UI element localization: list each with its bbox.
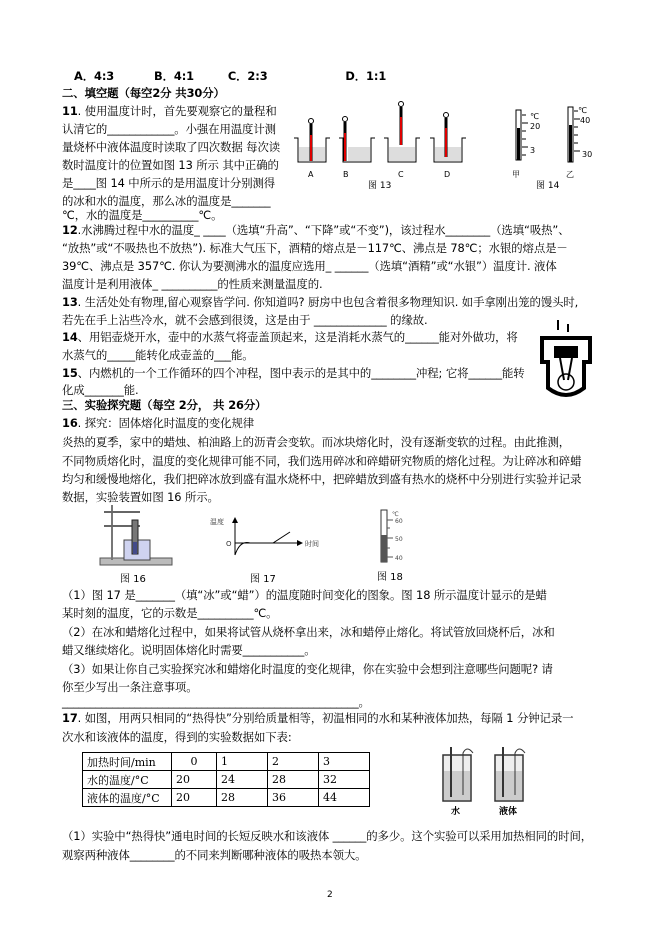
question-text: 温度计是利用液体_ __________的性质来测量温度的. [62, 277, 323, 291]
table-cell: 28 [217, 789, 268, 807]
question-text: . 生活处处有物理,留心观察皆学问. 你知道吗? 厨房中也包含着很多物理知识. 如手拿刚出笼的馒头时, [77, 295, 579, 309]
figure-13-caption: 图 13 [368, 181, 392, 191]
figure-13-14 [290, 95, 593, 195]
label-d: D [444, 170, 451, 179]
table-cell: 3 [319, 753, 370, 771]
question-number: 14 [62, 330, 78, 344]
table-cell: 2 [268, 753, 319, 771]
question-text: . 使用温度计时，首先要观察它的量程和 [77, 104, 277, 118]
beaker-c [384, 102, 420, 163]
figure-13-thermometer-beakers [294, 102, 466, 192]
table-cell: 20 [172, 771, 217, 789]
sub-question: 观察两种液体________的不同来判断哪种液体的吸热本领大。 [62, 848, 367, 862]
question-text: 化成_______能. [62, 383, 139, 397]
table-cell: 28 [268, 771, 319, 789]
table-cell: 44 [319, 789, 370, 807]
question-text: . 探究：固体熔化时温度的变化规律 [77, 416, 255, 430]
sub-question: （3）如果让你自己实验探究冰和蜡熔化时温度的变化规律，你在实验中会想到注意哪些问题呢? 请 [62, 662, 553, 676]
question-text: 、用铝壶烧开水，壶中的水蒸气将壶盖顶起来，这是消耗水蒸气的______能对外做功，将 [77, 330, 518, 344]
tick-label: 40 [395, 555, 403, 562]
x-axis-label: 时间 [305, 540, 319, 548]
section-heading-experiment: 三、实验探究题（每空 2分， 共 26分） [62, 398, 267, 412]
question-text: 次水和该液体的温度，得到的实验数据如下表: [62, 730, 292, 744]
tick-label: 40 [580, 116, 591, 125]
table-cell: 24 [217, 771, 268, 789]
question-text: 均匀和缓慢地熔化，我们把碎冰放到盛有温水烧杯中，把碎蜡放到盛有热水的烧杯中分别进行实验并记录 [62, 472, 582, 486]
water-beaker [443, 747, 473, 801]
table-cell: 水的温度/°C [83, 771, 172, 789]
question-text: 量烧杯中液体温度时读取了四次数据 每次读 [62, 140, 281, 154]
question-text: .水沸腾过程中水的温度_ ____（选填“升高”、“下降”或“不变”)，该过程水________（选填“吸热”、 [77, 223, 570, 237]
question-text: 数时温度计的位置如图 13 所示 其中正确的 [62, 158, 279, 172]
sub-question: 你至少写出一条注意事项。 [62, 680, 198, 694]
figure-16-apparatus [100, 505, 172, 565]
question-text: “放热”或“不吸热也不放热”). 标准大气压下，酒精的熔点是－117℃、沸点是 78℃；水银的熔点是－ [62, 241, 568, 255]
sub-question: （1）实验中“热得快”通电时间的长短反映水和该液体 ______的多少。这个实验可以采用加热相同的时间， [62, 829, 593, 843]
unit-label: ℃ [530, 112, 539, 121]
answer-options [74, 68, 386, 84]
beaker-a [294, 119, 330, 163]
table-cell: 20 [172, 789, 217, 807]
table-row [83, 753, 370, 771]
question-number: 15 [62, 366, 78, 380]
table-cell: 1 [217, 753, 268, 771]
table-cell: 液体的温度/°C [83, 789, 172, 807]
unit-label: ℃ [578, 106, 587, 115]
beaker-b [339, 117, 375, 163]
table-cell: 36 [268, 789, 319, 807]
sub-question: 蜡又继续熔化。说明固体熔化时需要___________。 [62, 643, 316, 657]
question-text: 是____图 14 中所示的是用温度计分别测得 [62, 176, 276, 190]
table-row [83, 771, 370, 789]
option-d: D．1:1 [345, 69, 387, 83]
question-number: 13 [62, 295, 78, 309]
question-text: ℃，水的温度是__________℃。 [62, 208, 223, 222]
figure-14-caption: 图 14 [536, 181, 560, 191]
question-text: 、内燃机的一个工作循环的四个冲程，图中表示的是其中的________冲程; 它将______能转 [77, 366, 525, 380]
option-a: A．4:3 [74, 69, 115, 83]
data-table [82, 752, 370, 807]
label-jia: 甲 [512, 170, 520, 179]
beaker-d [430, 113, 466, 163]
section-heading-fill-in: 二、填空题（每空2分 共30分） [62, 86, 225, 100]
unit-label: ℃ [392, 511, 399, 518]
question-text: 认清它的____________。小强在用温度计测 [62, 122, 276, 136]
question-number: 11 [62, 104, 78, 118]
label-c: C [398, 170, 404, 179]
y-axis-label: 温度 [210, 518, 224, 526]
option-b: B．4:1 [154, 69, 194, 83]
figures-16-17-18 [90, 500, 430, 585]
question-number: 16 [62, 416, 78, 430]
question-text: 水蒸气的_____能转化成壶盖的___能。 [62, 348, 254, 362]
label-b: B [343, 170, 349, 179]
table-cell: 0 [172, 753, 217, 771]
figure-17-caption: 图 17 [250, 574, 276, 585]
answer-blank-line: _____________________________________________________。 [62, 695, 370, 709]
tick-label: 3 [530, 146, 536, 155]
question-number: 17 [62, 711, 78, 725]
sub-question: （2）在冰和蜡熔化过程中，如果将试管从烧杯拿出来，冰和蜡停止熔化。将试管放回烧杯后，冰和 [62, 625, 555, 639]
tick-label: 60 [395, 518, 403, 525]
question-text: 的冰和水的温度，那么冰的温度是_______ [62, 194, 271, 208]
question-text: 数据，实验装置如图 16 所示。 [62, 490, 219, 504]
tick-label: 20 [530, 122, 541, 131]
page-number: 2 [327, 890, 333, 900]
label-a: A [308, 170, 314, 179]
figure-16-caption: 图 16 [120, 574, 146, 585]
question-text: 炎热的夏季，家中的蜡烛、柏油路上的沥青会变软。而冰块熔化时，没有逐渐变软的过程。由此推测， [62, 435, 571, 449]
engine-cylinder-figure [538, 318, 594, 400]
question-text: 39℃、沸点是 357℃. 你认为要测沸水的温度应选用_ ______（选填“酒精”或“水银”）温度计. 液体 [62, 259, 557, 273]
table-cell: 加热时间/min [83, 753, 172, 771]
figure-14-thermometers [512, 106, 592, 191]
water-label: 水 [451, 807, 461, 817]
figure-17-graph [210, 517, 319, 555]
figure-18-caption: 图 18 [377, 572, 403, 583]
table-cell: 32 [319, 771, 370, 789]
liquid-label: 液体 [499, 807, 518, 817]
question-text: 若先在手上沾些冷水，就不会感到很烫，这是由于 _____________ 的缘故. [62, 313, 428, 327]
table-row [83, 789, 370, 807]
question-number: 12 [62, 223, 78, 237]
label-yi: 乙 [566, 170, 574, 179]
tick-label: 30 [582, 150, 593, 159]
tick-label: 50 [395, 536, 403, 543]
sub-question: （1）图 17 是_______（填“冰”或“蜡”）的温度随时间变化的图象。图 18 所示温度计显示的是蜡 [62, 588, 547, 602]
question-text: 不同物质熔化时，温度的变化规律可能不同，我们选用碎冰和碎蜡研究物质的熔化过程。为让碎冰和碎蜡 [62, 454, 582, 468]
sub-question: 某时刻的温度，它的示数是__________℃。 [62, 606, 278, 620]
question-text: . 如图，用两只相同的“热得快”分别给质量相等，初温相同的水和某种液体加热，每隔 1 分钟记录一 [77, 711, 574, 725]
option-c: C．2:3 [227, 69, 268, 83]
liquid-beaker [495, 747, 525, 801]
figure-18-thermometer [381, 510, 403, 562]
origin-label: O [226, 540, 232, 548]
heating-beakers-figure [435, 745, 530, 817]
